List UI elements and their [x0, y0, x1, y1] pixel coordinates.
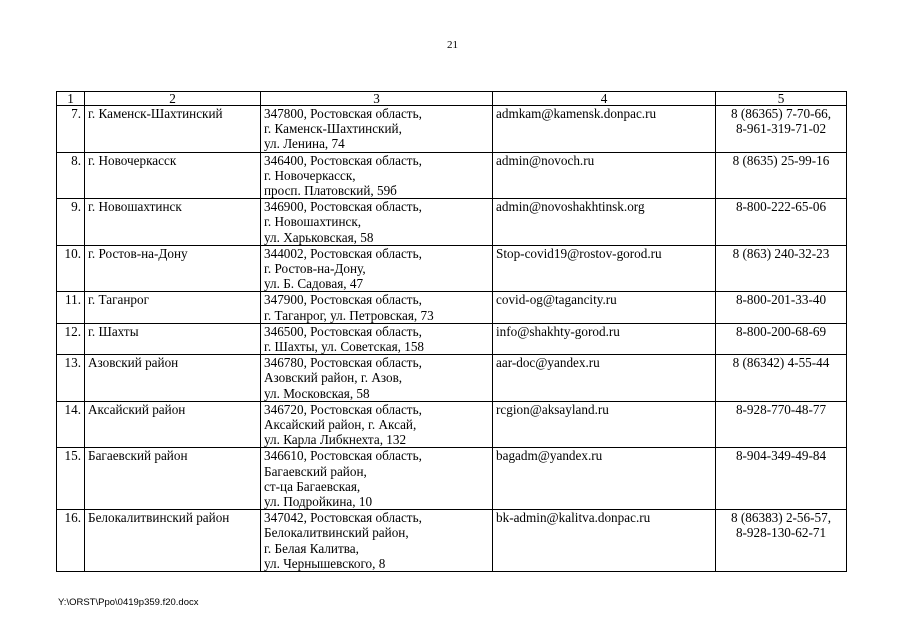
- cell-line: 8 (86342) 4-55-44: [732, 355, 830, 371]
- column-header: 2: [85, 92, 261, 106]
- row-number: 9.: [57, 199, 85, 246]
- column-header: 3: [261, 92, 493, 106]
- cell-line: 8-800-200-68-69: [735, 323, 827, 339]
- cell-line: Багаевский район,: [264, 463, 367, 479]
- file-path-footer: Y:\ORST\Ppo\0419p359.f20.docx: [58, 597, 199, 608]
- phone-number: [716, 510, 847, 572]
- municipality-name: г. Таганрог: [85, 292, 261, 323]
- phone-number: [716, 292, 847, 323]
- row-number: 8.: [57, 152, 85, 199]
- municipality-name: г. Ростов-на-Дону: [85, 245, 261, 292]
- cell-line: г. Таганрог, ул. Петровская, 73: [264, 307, 434, 323]
- email-address: admkam@kamensk.donpac.ru: [493, 106, 716, 153]
- cell-line: Азовский район, г. Азов,: [264, 370, 403, 386]
- cell-line: 344002, Ростовская область,: [264, 245, 422, 261]
- cell-line: Белокалитвинский район,: [264, 525, 409, 541]
- phone-number: [716, 355, 847, 402]
- column-header: 5: [716, 92, 847, 106]
- table-body: [57, 106, 847, 572]
- table-row: [57, 401, 847, 448]
- email-address: bk-admin@kalitva.donpac.ru: [493, 510, 716, 572]
- cell-line: г. Шахты, ул. Советская, 158: [264, 339, 425, 355]
- email-address: info@shakhty-gorod.ru: [493, 323, 716, 354]
- phone-number: [716, 245, 847, 292]
- cell-line: 347800, Ростовская область,: [264, 106, 422, 121]
- cell-line: ул. Харьковская, 58: [264, 229, 374, 245]
- row-number: 10.: [57, 245, 85, 292]
- email-address: Stop-covid19@rostov-gorod.ru: [493, 245, 716, 292]
- cell-line: 346720, Ростовская область,: [264, 401, 422, 417]
- row-number: 11.: [57, 292, 85, 323]
- postal-address: [261, 401, 493, 448]
- cell-line: г. Каменск-Шахтинский,: [264, 121, 402, 137]
- cell-line: ул. Б. Садовая, 47: [264, 276, 364, 292]
- row-number: 16.: [57, 510, 85, 572]
- table-row: [57, 292, 847, 323]
- email-address: rcgion@aksayland.ru: [493, 401, 716, 448]
- municipality-name: г. Каменск-Шахтинский: [85, 106, 261, 153]
- municipality-name: Аксайский район: [85, 401, 261, 448]
- cell-line: 8-904-349-49-84: [735, 448, 827, 464]
- cell-line: 8-928-130-62-71: [735, 525, 827, 541]
- table-row: [57, 323, 847, 354]
- table-row: [57, 355, 847, 402]
- table-row: [57, 106, 847, 153]
- contacts-table: [56, 91, 847, 572]
- cell-line: 8 (863) 240-32-23: [732, 245, 830, 261]
- cell-line: 347042, Ростовская область,: [264, 510, 422, 526]
- cell-line: ул. Ленина, 74: [264, 136, 345, 152]
- cell-line: 346900, Ростовская область,: [264, 199, 422, 215]
- table-row: [57, 245, 847, 292]
- postal-address: [261, 323, 493, 354]
- postal-address: [261, 292, 493, 323]
- table-header-row: [57, 92, 847, 106]
- row-number: 12.: [57, 323, 85, 354]
- cell-line: 8 (86365) 7-70-66,: [731, 106, 831, 121]
- row-number: 15.: [57, 448, 85, 510]
- cell-line: ст-ца Багаевская,: [264, 478, 361, 494]
- column-header: 4: [493, 92, 716, 106]
- phone-number: [716, 152, 847, 199]
- email-address: covid-og@tagancity.ru: [493, 292, 716, 323]
- table-row: [57, 152, 847, 199]
- cell-line: 346610, Ростовская область,: [264, 448, 422, 464]
- cell-line: Аксайский район, г. Аксай,: [264, 417, 417, 433]
- cell-line: г. Новошахтинск,: [264, 214, 362, 230]
- cell-line: 8-928-770-48-77: [735, 401, 827, 417]
- cell-line: 8-961-319-71-02: [735, 121, 827, 137]
- table-row: [57, 510, 847, 572]
- table-row: [57, 448, 847, 510]
- cell-line: 8-800-222-65-06: [735, 199, 827, 215]
- email-address: aar-doc@yandex.ru: [493, 355, 716, 402]
- email-address: admin@novoshakhtinsk.org: [493, 199, 716, 246]
- cell-line: ул. Московская, 58: [264, 385, 370, 401]
- cell-line: 347900, Ростовская область,: [264, 292, 422, 308]
- column-header: 1: [57, 92, 85, 106]
- postal-address: [261, 245, 493, 292]
- postal-address: [261, 448, 493, 510]
- phone-number: [716, 448, 847, 510]
- cell-line: 8 (8635) 25-99-16: [732, 152, 830, 168]
- cell-line: ул. Карла Либкнехта, 132: [264, 432, 407, 448]
- phone-number: [716, 323, 847, 354]
- cell-line: 346780, Ростовская область,: [264, 355, 422, 371]
- postal-address: [261, 355, 493, 402]
- row-number: 7.: [57, 106, 85, 153]
- postal-address: [261, 106, 493, 153]
- municipality-name: Азовский район: [85, 355, 261, 402]
- cell-line: ул. Чернышевского, 8: [264, 555, 386, 571]
- postal-address: [261, 510, 493, 572]
- cell-line: г. Белая Калитва,: [264, 540, 359, 556]
- postal-address: [261, 152, 493, 199]
- table-row: [57, 199, 847, 246]
- row-number: 13.: [57, 355, 85, 402]
- municipality-name: Белокалитвинский район: [85, 510, 261, 572]
- cell-line: 346400, Ростовская область,: [264, 152, 422, 168]
- postal-address: [261, 199, 493, 246]
- municipality-name: г. Новошахтинск: [85, 199, 261, 246]
- phone-number: [716, 401, 847, 448]
- cell-line: 8 (86383) 2-56-57,: [731, 510, 831, 526]
- municipality-name: г. Новочеркасск: [85, 152, 261, 199]
- cell-line: 346500, Ростовская область,: [264, 323, 422, 339]
- municipality-name: Багаевский район: [85, 448, 261, 510]
- cell-line: г. Новочеркасск,: [264, 167, 356, 183]
- cell-line: г. Ростов-на-Дону,: [264, 261, 366, 277]
- phone-number: [716, 199, 847, 246]
- phone-number: [716, 106, 847, 153]
- municipality-name: г. Шахты: [85, 323, 261, 354]
- email-address: admin@novoch.ru: [493, 152, 716, 199]
- email-address: bagadm@yandex.ru: [493, 448, 716, 510]
- page-number: 21: [447, 39, 458, 51]
- cell-line: просп. Платовский, 59б: [264, 183, 397, 199]
- cell-line: ул. Подройкина, 10: [264, 494, 373, 510]
- row-number: 14.: [57, 401, 85, 448]
- cell-line: 8-800-201-33-40: [735, 292, 827, 308]
